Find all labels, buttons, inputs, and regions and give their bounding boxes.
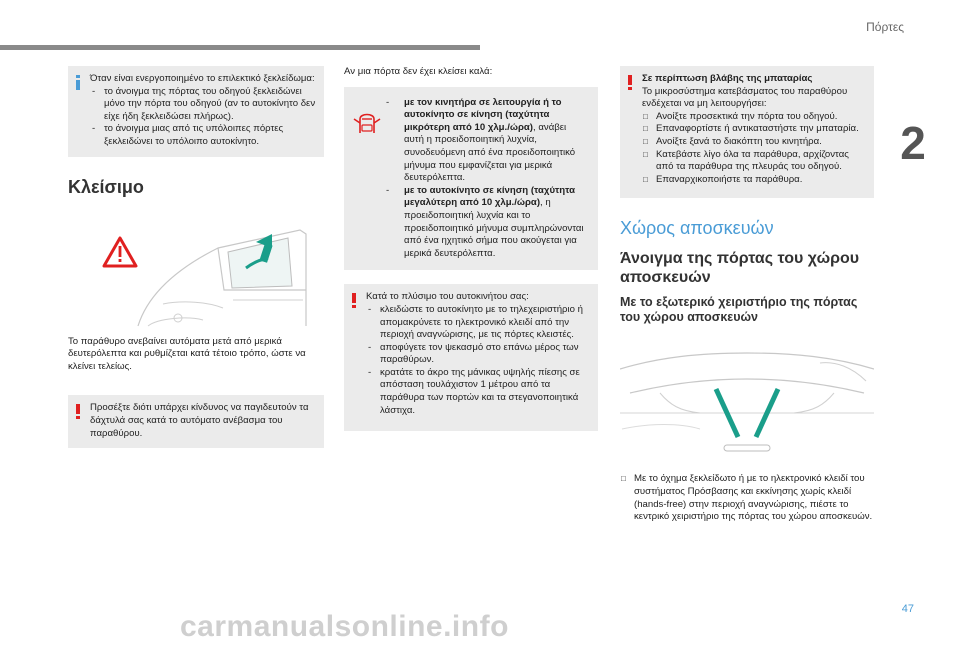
section-title-closing: Κλείσιμο (68, 176, 144, 197)
info-icon (75, 75, 80, 90)
warning-icon (75, 404, 80, 419)
car-door-drawing (68, 208, 324, 328)
page-number: 47 (901, 603, 914, 615)
top-rule (0, 45, 480, 50)
column-3 (620, 66, 874, 524)
list-item: □ Ανοίξτε ξανά το διακόπτη του κινητήρα. (642, 136, 866, 149)
battery-intro: Το μικροσύστημα κατεβάσματος του παραθύρου ενδέχεται να μη λειτουργήσει: (642, 85, 848, 110)
warning-note-fingers (68, 395, 324, 448)
list-item-bold: με το αυτοκίνητο σε κίνηση (ταχύτητα μεγαλύτερη από 10 χλμ./ώρα) (404, 184, 576, 209)
closing-body-text: Το παράθυρο ανεβαίνει αυτόματα μετά από μερικά δευτερόλεπτα και ρυθμίζεται κατά τέτοιο τρόπο, ώστε να κλείνει τελείως. (68, 335, 306, 372)
warning-note-text: Προσέξτε διότι υπάρχει κίνδυνος να παγιδευτούν τα δάχτυλά σας κατά το αυτόματο ανέβασμα του παραθύρου. (90, 402, 309, 439)
watermark: carmanualsonline.info (180, 610, 509, 643)
door-open-list (394, 97, 588, 261)
warning-triangle-icon (104, 238, 136, 266)
list-item (394, 97, 588, 185)
battery-title: Σε περίπτωση βλάβης της μπαταρίας (642, 73, 813, 84)
subheading-opening-boot: Άνοιγμα της πόρτας του χώρου αποσκευών (620, 250, 860, 287)
list-item-rest: , ανάβει αυτή η προειδοποιητική λυχνία, συνοδευόμενη από ένα προειδοποιητικό μήνυμα που εμφανίζεται για μερικά δευτερόλεπτα. (404, 121, 576, 184)
column-1 (68, 66, 324, 448)
list-item: □ Ανοίξτε προσεκτικά την πόρτα του οδηγού. (642, 111, 866, 124)
warning-note-washing (344, 284, 598, 431)
list-item: □ Κατεβάστε λίγο όλα τα παράθυρα, αρχίζοντας από τα παράθυρα της πλευράς του οδηγού. (642, 149, 866, 174)
washing-list (366, 304, 590, 417)
list-item: - το άνοιγμα μιας από τις υπόλοιπες πόρτες ξεκλειδώνει το υπόλοιπο αυτοκίνητο. (90, 123, 316, 148)
list-item: □ Επαναρχικοποιήστε τα παράθυρα. (642, 174, 866, 187)
warning-note-battery (620, 66, 874, 198)
info-note (68, 66, 324, 157)
warning-icon (351, 293, 356, 308)
window-illustration (68, 208, 324, 328)
door-open-warning-icon (352, 109, 382, 140)
warning-icon (627, 75, 632, 90)
boot-illustration (620, 333, 874, 463)
page-header: Πόρτες (866, 20, 904, 34)
list-item: - κρατάτε το άκρο της μάνικας υψηλής πίεσης σε απόσταση τουλάχιστον 1 μέτρου από τα παράθυρα των πορτών και τα στεγανοποιητικά λάστιχα. (366, 367, 590, 417)
boot-handle-drawing (620, 333, 874, 463)
battery-list (642, 111, 866, 187)
list-item-bold: με τον κινητήρα σε λειτουργία ή το αυτοκίνητο σε κίνηση (ταχύτητα μικρότερη από 10 χλμ./ώρα) (404, 96, 562, 133)
boot-open-instruction: □ Με το όχημα ξεκλείδωτο ή με το ηλεκτρονικό κλειδί του συστήματος Πρόσβασης και εκκίνησης χωρίς κλειδί (hands-free) στην περιοχή αναγνώρισης, πιέστε το κεντρικό χειριστήριο της πόρτας του χώρου αποσκευών. (620, 473, 874, 523)
list-item: □ Επαναφορτίστε ή αντικαταστήστε την μπαταρία. (642, 123, 866, 136)
section-title-boot: Χώρος αποσκευών (620, 218, 774, 239)
washing-intro: Κατά το πλύσιμο του αυτοκινήτου σας: (366, 291, 529, 303)
info-note-intro: Όταν είναι ενεργοποιημένο το επιλεκτικό ξεκλείδωμα: (90, 73, 315, 84)
list-item: - το άνοιγμα της πόρτας του οδηγού ξεκλειδώνει μόνο την πόρτα του οδηγού (αν το αυτοκίνητο δεν είχε ήδη ξεκλειδώσει πλήρως). (90, 86, 316, 124)
chapter-number: 2 (900, 117, 926, 169)
subheading-exterior-control: Με το εξωτερικό χειριστήριο της πόρτας του χώρου αποσκευών (620, 295, 858, 325)
door-not-closed-intro: Αν μια πόρτα δεν έχει κλείσει καλά: (344, 66, 493, 77)
list-item-rest: , η προειδοποιητική λυχνία και το προειδοποιητικό μήνυμα συμπληρώνονται από ένα ηχητικό σήμα που ακούγεται για μερικά δευτερόλεπτα. (404, 197, 584, 259)
list-item: - αποφύγετε τον ψεκασμό στο επάνω μέρος των παραθύρων. (366, 342, 590, 367)
column-2 (344, 66, 598, 431)
list-item: - κλειδώστε το αυτοκίνητο με το τηλεχειριστήριο ή απομακρύνετε το ηλεκτρονικό κλειδί από την περιοχή αναγνώρισης, με τις πόρτες κλειστές. (366, 304, 590, 342)
list-item (394, 185, 588, 261)
door-open-panel (344, 87, 598, 271)
info-note-list (90, 86, 316, 149)
